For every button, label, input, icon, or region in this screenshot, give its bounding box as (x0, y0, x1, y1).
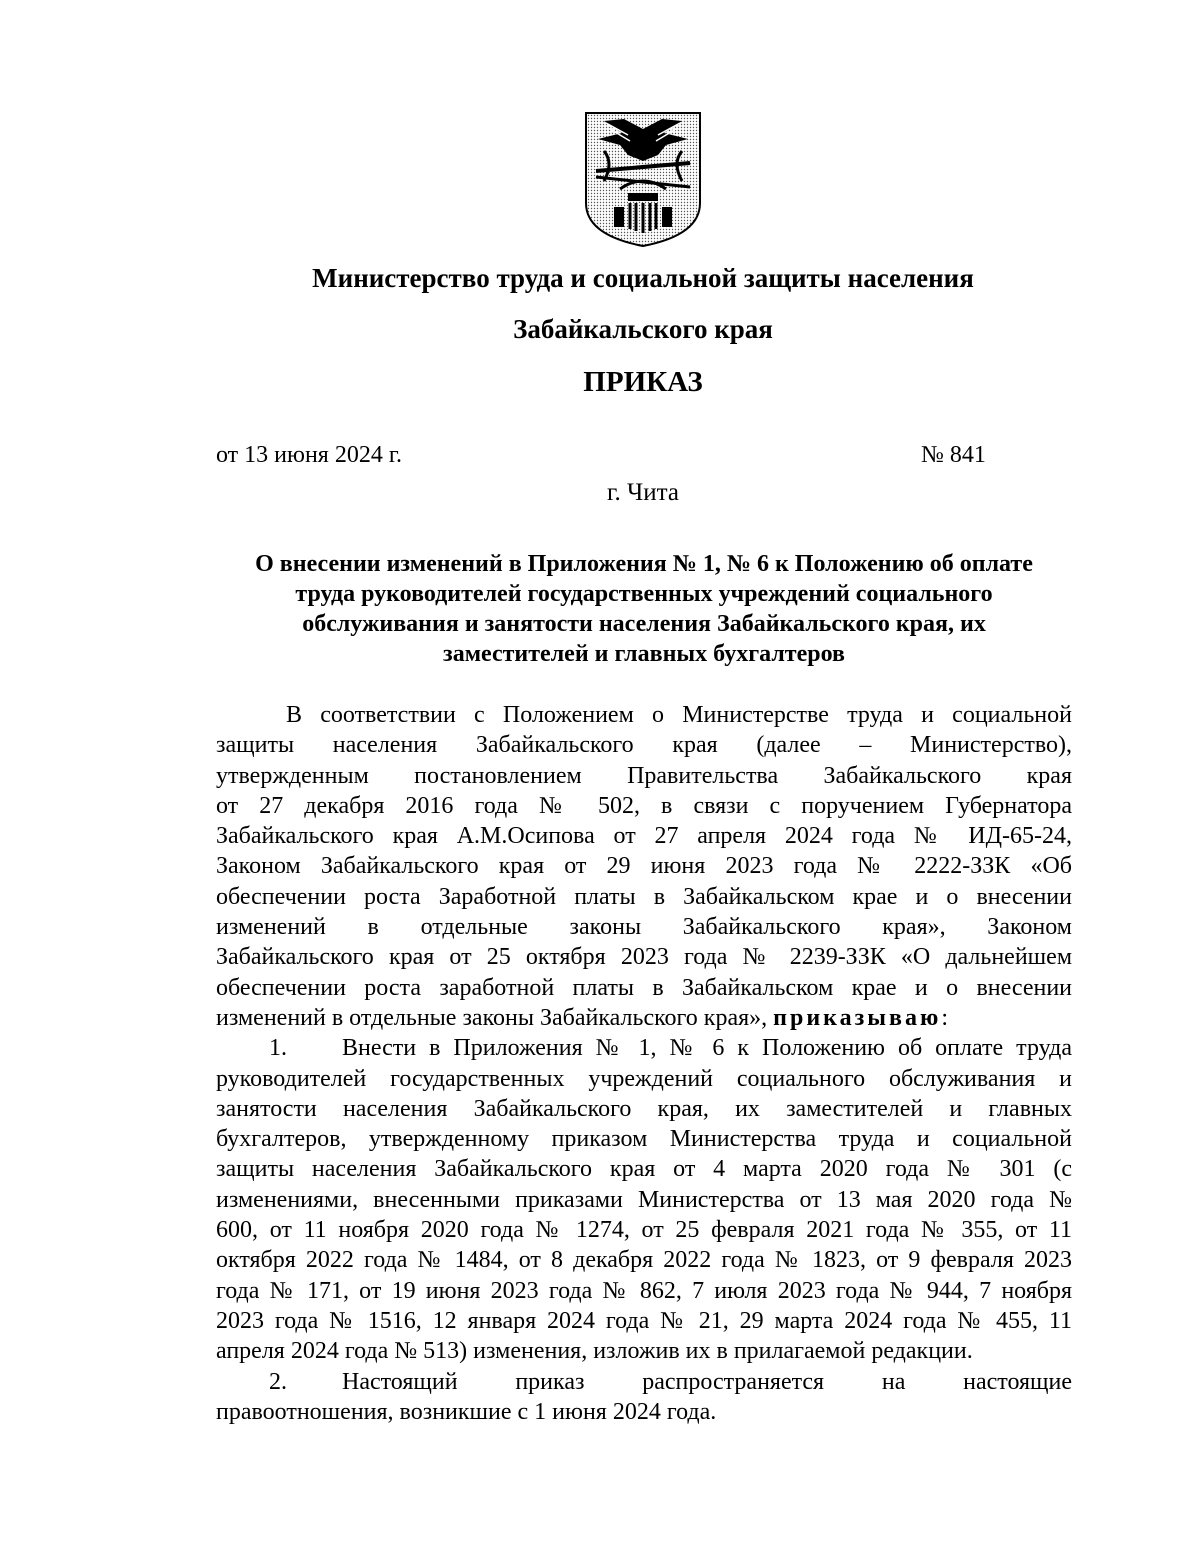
item1-line: 2023 года № 1516, 12 января 2024 года № 21, 29 марта 2024 года № 455, 11 (216, 1307, 1072, 1334)
item1-line: октября 2022 года № 1484, от 8 декабря 2022 года № 1823, от 9 февраля 2023 (216, 1247, 1072, 1274)
subject-line: О внесении изменений в Приложения № 1, № 6 к Положению об оплате (255, 551, 1033, 577)
preamble-line: Забайкальского края А.М.Осипова от 27 апреля 2024 года № ИД-65-24, (216, 823, 1072, 850)
organization-name-line2: Забайкальского края (513, 314, 773, 344)
preamble-line: утвержденным постановлением Правительства Забайкальского края (216, 762, 1072, 789)
preamble-last-text: изменений в отдельные законы Забайкальского края», (216, 1004, 768, 1031)
item2-first-text: Настоящий приказ распространяется на настоящие (342, 1368, 1072, 1395)
item1-line: защиты населения Забайкальского края от 4 марта 2020 года № 301 (с (216, 1156, 1072, 1183)
document-body (216, 700, 1072, 1427)
subject-line: заместителей и главных бухгалтеров (443, 641, 845, 667)
order-word: приказываю (773, 1004, 942, 1031)
item1-number: 1. (269, 1035, 287, 1062)
preamble-line: обеспечении роста Заработной платы в Забайкальском крае и о внесении (216, 883, 1072, 910)
coat-of-arms-icon (584, 111, 702, 248)
item1-line: бухгалтеров, утвержденному приказом Министерства труда и социальной (216, 1126, 1072, 1153)
item1-line: занятости населения Забайкальского края, их заместителей и главных (216, 1095, 1072, 1122)
item1-line: 600, от 11 ноября 2020 года № 1274, от 25 февраля 2021 года № 355, от 11 (216, 1217, 1072, 1244)
document-city: г. Чита (607, 479, 679, 506)
document-number: № 841 (921, 442, 986, 468)
item1-last-line: апреля 2024 года № 513) изменения, изложив их в прилагаемой редакции. (216, 1338, 973, 1365)
document-subject (218, 549, 1070, 669)
preamble-last-line (216, 1003, 1072, 1033)
item2-number: 2. (269, 1368, 287, 1395)
preamble-line: Законом Забайкальского края от 29 июня 2023 года № 2222-ЗЗК «Об (216, 853, 1072, 880)
preamble-line: Забайкальского края от 25 октября 2023 года № 2239-ЗЗК «О дальнейшем (216, 944, 1072, 971)
order-colon: : (941, 1004, 948, 1031)
subject-line: обслуживания и занятости населения Забайкальского края, их (302, 611, 986, 637)
document-date: от 13 июня 2024 г. (216, 442, 402, 468)
item1-first-text: Внести в Приложения № 1, № 6 к Положению об оплате труда (342, 1035, 1072, 1062)
preamble-line: обеспечении роста заработной платы в Забайкальском крае и о внесении (216, 974, 1072, 1001)
subject-line: труда руководителей государственных учреждений социального (295, 581, 993, 607)
organization-name-line1: Министерство труда и социальной защиты населения (312, 263, 974, 293)
item1-line: руководителей государственных учреждений социального обслуживания и (216, 1065, 1072, 1092)
item2-last-line: правоотношения, возникшие с 1 июня 2024 года. (216, 1398, 717, 1425)
item1-first-line (216, 1033, 1072, 1063)
preamble-line: изменений в отдельные законы Забайкальского края», Законом (216, 914, 1072, 941)
preamble-line: защиты населения Забайкальского края (далее – Министерство), (216, 732, 1072, 759)
item1-line: изменениями, внесенными приказами Министерства от 13 мая 2020 года № (216, 1186, 1072, 1213)
item2-first-line (216, 1367, 1072, 1397)
preamble-line: от 27 декабря 2016 года № 502, в связи с поручением Губернатора (216, 792, 1072, 819)
item1-line: года № 171, от 19 июня 2023 года № 862, 7 июля 2023 года № 944, 7 ноября (216, 1277, 1072, 1304)
document-type: ПРИКАЗ (583, 366, 703, 398)
preamble-line: В соответствии с Положением о Министерстве труда и социальной (286, 702, 1072, 728)
